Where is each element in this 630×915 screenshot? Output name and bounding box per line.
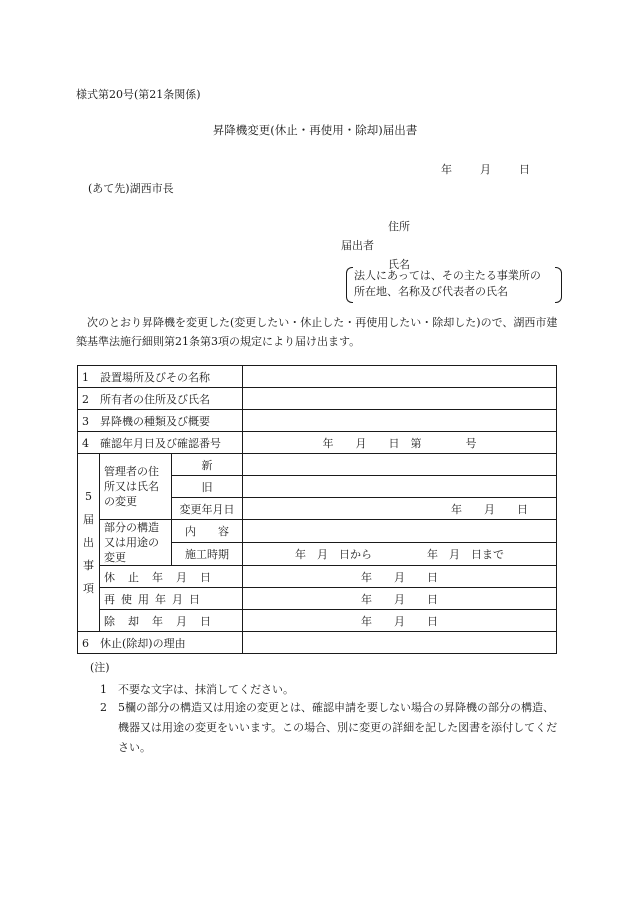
new-label: 新 xyxy=(172,454,243,476)
applicant-label: 届出者 xyxy=(341,239,374,252)
row2-label: 2 所有者の住所及び氏名 xyxy=(78,388,243,410)
content-label: 内 容 xyxy=(172,520,243,543)
table-row xyxy=(78,520,557,543)
content-field[interactable] xyxy=(243,520,557,543)
corp-note-line2: 所在地、名称及び代表者の氏名 xyxy=(354,285,508,298)
work-period-field[interactable]: 年 月 日から 年 月 日まで xyxy=(243,543,557,566)
new-field[interactable] xyxy=(243,454,557,476)
row6-field[interactable] xyxy=(243,632,557,654)
corp-note-line1: 法人にあっては、その主たる事業所の xyxy=(354,269,541,282)
section5-label: 5 届 出 事 項 xyxy=(78,454,100,632)
manager-change-label: 管理者の住所又は氏名の変更 xyxy=(100,454,172,520)
submission-date xyxy=(441,161,530,177)
date-month: 月 xyxy=(480,163,491,176)
row3-field[interactable] xyxy=(243,410,557,432)
page-title: 昇降機変更(休止・再使用・除却)届出書 xyxy=(212,123,418,137)
change-date-field[interactable]: 年 月 日 xyxy=(243,498,557,520)
row4-label: 4 確認年月日及び確認番号 xyxy=(78,432,243,454)
row1-field[interactable] xyxy=(243,366,557,388)
table-row xyxy=(78,366,557,388)
old-field[interactable] xyxy=(243,476,557,498)
date-day: 日 xyxy=(519,163,530,176)
note-2: 2 5欄の部分の構造又は用途の変更とは、確認申請を要しない場合の昇降機の部分の構造、機器又は用途の変更をいいます。この場合、別に変更の詳細を記した図書を添付してください。 xyxy=(100,701,558,754)
right-bracket xyxy=(555,267,562,303)
table-row xyxy=(78,388,557,410)
intro-paragraph: 次のとおり昇降機を変更した(変更したい・休止した・再使用したい・除却した)ので、湖西市建築基準法施行細則第21条第3項の規定により届け出ます。 xyxy=(76,316,558,348)
table-row xyxy=(78,610,557,632)
old-label: 旧 xyxy=(172,476,243,498)
removal-label: 除 却 年 月 日 xyxy=(100,610,243,632)
notes-heading: (注) xyxy=(90,661,110,674)
table-row xyxy=(78,566,557,588)
notification-table xyxy=(77,365,557,654)
row1-label: 1 設置場所及びその名称 xyxy=(78,366,243,388)
table-row xyxy=(78,454,557,476)
form-number: 様式第20号(第21条関係) xyxy=(76,88,201,101)
table-row xyxy=(78,632,557,654)
change-date-label: 変更年月日 xyxy=(172,498,243,520)
addressee: (あて先)湖西市長 xyxy=(88,182,174,195)
date-year: 年 xyxy=(441,163,452,176)
structure-change-label: 部分の構造又は用途の変更 xyxy=(100,520,172,566)
address-label: 住所 xyxy=(388,220,410,233)
corporation-note xyxy=(346,267,558,301)
table-row xyxy=(78,588,557,610)
suspend-label: 休 止 年 月 日 xyxy=(100,566,243,588)
row6-label: 6 休止(除却)の理由 xyxy=(78,632,243,654)
row3-label: 3 昇降機の種類及び概要 xyxy=(78,410,243,432)
removal-field[interactable]: 年 月 日 xyxy=(243,610,557,632)
name-label: 氏名 xyxy=(388,258,410,271)
row4-field[interactable]: 年 月 日 第 号 xyxy=(243,432,557,454)
suspend-field[interactable]: 年 月 日 xyxy=(243,566,557,588)
row2-field[interactable] xyxy=(243,388,557,410)
reuse-label: 再使用年月日 xyxy=(100,588,243,610)
note-1: 1 不要な文字は、抹消してください。 xyxy=(100,683,294,696)
table-row xyxy=(78,432,557,454)
reuse-field[interactable]: 年 月 日 xyxy=(243,588,557,610)
work-period-label: 施工時期 xyxy=(172,543,243,566)
left-bracket xyxy=(346,267,353,303)
table-row xyxy=(78,410,557,432)
